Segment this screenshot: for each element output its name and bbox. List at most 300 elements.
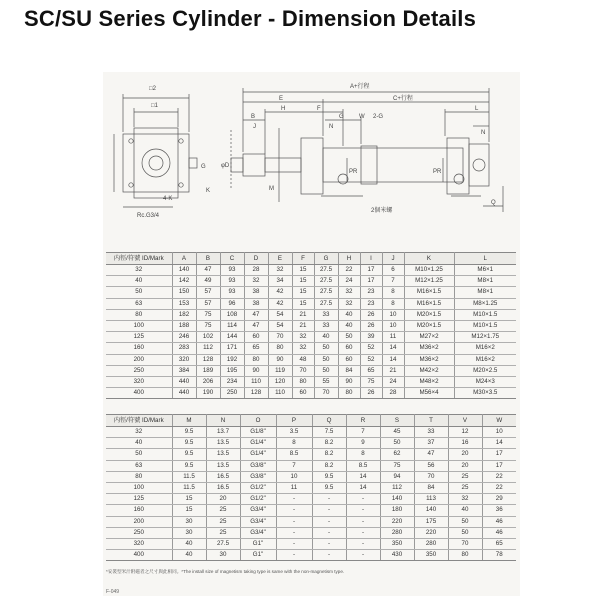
dimension-cell: M36×2 xyxy=(404,343,454,354)
dimension-cell: M20×2.5 xyxy=(454,365,516,376)
dimension-cell: M48×2 xyxy=(404,377,454,388)
dimension-cell: M30×3.5 xyxy=(454,388,516,399)
dimension-cell: - xyxy=(276,516,312,527)
column-header: V xyxy=(448,415,482,427)
table-row xyxy=(106,449,516,460)
dimension-cell: 153 xyxy=(172,298,196,309)
label-k: K xyxy=(206,188,211,194)
table-row xyxy=(106,287,516,298)
bore-size-cell: 50 xyxy=(106,287,172,298)
bore-size-cell: 100 xyxy=(106,483,172,494)
front-view-bore xyxy=(142,149,170,177)
dimension-cell: 75 xyxy=(196,309,220,320)
bore-size-cell: 400 xyxy=(106,388,172,399)
dimension-cell: - xyxy=(276,494,312,505)
front-view-bolt-hole xyxy=(129,139,133,143)
dimension-cell: 34 xyxy=(268,276,292,287)
dimension-cell: 280 xyxy=(380,527,414,538)
label-n-side: N xyxy=(481,130,486,136)
page-title: SC/SU Series Cylinder - Dimension Details xyxy=(24,6,477,31)
bore-size-cell: 40 xyxy=(106,276,172,287)
column-header: B xyxy=(196,253,220,265)
dimension-cell: 90 xyxy=(244,365,268,376)
dimension-cell: 30 xyxy=(172,516,206,527)
table-row xyxy=(106,427,516,438)
dimension-cell: M16×2 xyxy=(454,343,516,354)
label-phid: φD xyxy=(221,163,230,169)
table-row xyxy=(106,276,516,287)
table-row xyxy=(106,483,516,494)
dimension-cell: 26 xyxy=(360,321,382,332)
dimension-cell: 110 xyxy=(268,388,292,399)
dimension-cell: G3/4" xyxy=(240,516,276,527)
dimension-cell: 8 xyxy=(346,449,380,460)
table-row xyxy=(106,438,516,449)
column-header: N xyxy=(206,415,240,427)
dimension-cell: 17 xyxy=(482,460,516,471)
dimension-cell: 16.5 xyxy=(206,471,240,482)
dimension-cell: 7 xyxy=(346,427,380,438)
barrel xyxy=(323,148,463,182)
dimension-cell: 9.5 xyxy=(172,449,206,460)
dimension-cell: 15 xyxy=(292,276,314,287)
column-header: 内徑/符號 ID/Mark xyxy=(106,253,172,265)
bore-size-cell: 400 xyxy=(106,550,172,561)
dimension-cell: G1/2" xyxy=(240,494,276,505)
dimension-cell: - xyxy=(312,527,346,538)
dimension-cell: M20×1.5 xyxy=(404,309,454,320)
label-q: Q xyxy=(491,200,496,206)
dimension-cell: 8.2 xyxy=(312,460,346,471)
dimension-cell: 65 xyxy=(482,539,516,550)
label-nut: 2個米螺 xyxy=(371,208,393,214)
bore-size-cell: 80 xyxy=(106,309,172,320)
bore-size-cell: 63 xyxy=(106,298,172,309)
dimension-cell: 40 xyxy=(172,539,206,550)
dimension-cell: 182 xyxy=(172,309,196,320)
dimension-cell: 32 xyxy=(268,265,292,276)
column-header: Q xyxy=(312,415,346,427)
dimension-cell: 9 xyxy=(346,438,380,449)
dimension-cell: 47 xyxy=(244,309,268,320)
column-header: H xyxy=(338,253,360,265)
column-header: W xyxy=(482,415,516,427)
dimension-cell: 75 xyxy=(360,377,382,388)
front-view-port xyxy=(189,158,197,168)
dimension-cell: 17 xyxy=(360,265,382,276)
dimension-cell: M10×1.5 xyxy=(454,321,516,332)
page-number: F-049 xyxy=(106,589,120,595)
dimension-cell: 14 xyxy=(482,438,516,449)
dimension-cell: 93 xyxy=(220,265,244,276)
dimension-cell: 27.5 xyxy=(206,539,240,550)
dimension-cell: - xyxy=(346,550,380,561)
dimension-cell: 10 xyxy=(482,427,516,438)
dimension-cell: 14 xyxy=(346,471,380,482)
dimension-cell: 8.5 xyxy=(346,460,380,471)
table-row xyxy=(106,550,516,561)
dimension-cell: 120 xyxy=(268,377,292,388)
dimension-cell: 25 xyxy=(206,505,240,516)
label-e: E xyxy=(279,96,284,102)
dimension-cell: 40 xyxy=(448,505,482,516)
dimension-cell: 93 xyxy=(220,287,244,298)
dimension-cell: - xyxy=(312,505,346,516)
dimension-cell: - xyxy=(346,505,380,516)
dimension-cell: 14 xyxy=(346,483,380,494)
dimension-cell: 192 xyxy=(220,354,244,365)
dimension-cell: 144 xyxy=(220,332,244,343)
dimension-cell: 22 xyxy=(482,483,516,494)
dimension-table-a-l xyxy=(106,252,516,399)
piston-rod-end xyxy=(243,154,265,176)
dimension-cell: 440 xyxy=(172,388,196,399)
dimension-cell: 171 xyxy=(220,343,244,354)
bore-size-cell: 250 xyxy=(106,365,172,376)
dimension-cell: M10×1.25 xyxy=(404,265,454,276)
table-row xyxy=(106,516,516,527)
dimension-cell: - xyxy=(276,550,312,561)
dimension-cell: 32 xyxy=(292,343,314,354)
rear-clevis xyxy=(469,144,489,186)
dimension-cell: 234 xyxy=(220,377,244,388)
table-row xyxy=(106,377,516,388)
dimension-cell: 40 xyxy=(338,321,360,332)
cap-cover xyxy=(447,138,469,194)
dimension-cell: 13.5 xyxy=(206,460,240,471)
tie-rod-flange xyxy=(361,146,377,184)
dimension-cell: 65 xyxy=(244,343,268,354)
dimension-cell: M56×4 xyxy=(404,388,454,399)
dimension-cell: 15 xyxy=(292,298,314,309)
front-port xyxy=(338,174,348,184)
dimension-cell: 75 xyxy=(196,321,220,332)
dimension-cell: - xyxy=(312,550,346,561)
bore-size-cell: 320 xyxy=(106,539,172,550)
front-view-inner xyxy=(134,128,178,198)
rod-nut xyxy=(231,158,243,172)
label-g-side: G xyxy=(339,114,344,120)
dimension-cell: 52 xyxy=(360,343,382,354)
dimension-cell: 60 xyxy=(338,343,360,354)
dimension-cell: 9.5 xyxy=(172,460,206,471)
front-view-bolt-hole xyxy=(179,183,183,187)
dimension-cell: 384 xyxy=(172,365,196,376)
column-header: 内徑/符號 ID/Mark xyxy=(106,415,172,427)
dimension-cell: - xyxy=(346,516,380,527)
dimension-cell: 17 xyxy=(360,276,382,287)
dimension-cell: 39 xyxy=(360,332,382,343)
dimension-cell: M24×3 xyxy=(454,377,516,388)
dimension-cell: 150 xyxy=(172,287,196,298)
dimension-cell: - xyxy=(276,505,312,516)
dimension-cell: 24 xyxy=(338,276,360,287)
dimension-cell: 140 xyxy=(172,265,196,276)
dimension-cell: 7 xyxy=(382,276,404,287)
dimension-cell: 27.5 xyxy=(314,265,338,276)
bore-size-cell: 125 xyxy=(106,494,172,505)
dimension-cell: 8.2 xyxy=(312,438,346,449)
dimension-cell: 22 xyxy=(338,265,360,276)
column-header: O xyxy=(240,415,276,427)
dimension-cell: 45 xyxy=(380,427,414,438)
dimension-cell: 140 xyxy=(380,494,414,505)
label-g: G xyxy=(201,164,206,170)
bore-size-cell: 200 xyxy=(106,354,172,365)
table-row xyxy=(106,494,516,505)
dimension-cell: M6×1 xyxy=(454,265,516,276)
dimension-cell: 220 xyxy=(380,516,414,527)
dimension-cell: 29 xyxy=(482,494,516,505)
label-4k: 4-K xyxy=(163,196,173,202)
table-row xyxy=(106,309,516,320)
dimension-cell: 49 xyxy=(196,276,220,287)
column-header: R xyxy=(346,415,380,427)
column-header: A xyxy=(172,253,196,265)
dimension-cell: 10 xyxy=(276,471,312,482)
dimension-cell: 80 xyxy=(448,550,482,561)
dimension-cell: 33 xyxy=(314,321,338,332)
dimension-cell: 6 xyxy=(382,265,404,276)
bore-size-cell: 40 xyxy=(106,438,172,449)
dimension-cell: 47 xyxy=(244,321,268,332)
dimension-cell: 57 xyxy=(196,287,220,298)
dimension-cell: 80 xyxy=(338,388,360,399)
dimension-cell: - xyxy=(346,494,380,505)
dimension-cell: 27.5 xyxy=(314,276,338,287)
column-header: S xyxy=(380,415,414,427)
dimension-cell: - xyxy=(346,539,380,550)
dimension-cell: 12 xyxy=(448,427,482,438)
dimension-cell: 96 xyxy=(220,298,244,309)
dimension-cell: 27.5 xyxy=(314,298,338,309)
piston-rod xyxy=(265,158,301,172)
column-header: J xyxy=(382,253,404,265)
dimension-cell: 112 xyxy=(380,483,414,494)
dimension-cell: 110 xyxy=(244,377,268,388)
table-row xyxy=(106,298,516,309)
dimension-cell: 70 xyxy=(448,539,482,550)
dimension-cell: M10×1.5 xyxy=(454,309,516,320)
head-cover xyxy=(301,138,323,194)
dimension-cell: G1/8" xyxy=(240,427,276,438)
dimension-cell: 9.5 xyxy=(312,483,346,494)
dimension-cell: 46 xyxy=(482,516,516,527)
dimension-cell: 26 xyxy=(360,309,382,320)
dimension-cell: G3/4" xyxy=(240,527,276,538)
dimension-cell: 350 xyxy=(414,550,448,561)
label-w: W xyxy=(359,114,365,120)
dimension-cell: 188 xyxy=(172,321,196,332)
dimension-cell: 52 xyxy=(360,354,382,365)
dimension-cell: G3/4" xyxy=(240,505,276,516)
dimension-cell: 14 xyxy=(382,354,404,365)
label-n: N xyxy=(329,124,334,130)
dimension-cell: 42 xyxy=(268,298,292,309)
front-view-rod xyxy=(149,156,163,170)
bore-size-cell: 250 xyxy=(106,527,172,538)
dimension-cell: 8.2 xyxy=(312,449,346,460)
table-row xyxy=(106,365,516,376)
dimension-cell: 15 xyxy=(292,287,314,298)
label-c-stroke: C+行程 xyxy=(393,96,413,102)
dimension-cell: 25 xyxy=(448,471,482,482)
dimension-cell: 112 xyxy=(196,343,220,354)
dimension-cell: 62 xyxy=(380,449,414,460)
dimension-cell: 206 xyxy=(196,377,220,388)
dimension-cell: 32 xyxy=(448,494,482,505)
label-f: F xyxy=(317,106,321,112)
front-view-bolt-hole xyxy=(179,139,183,143)
table-row xyxy=(106,321,516,332)
dimension-cell: M12×1.25 xyxy=(404,276,454,287)
bore-size-cell: 63 xyxy=(106,460,172,471)
dimension-cell: M27×2 xyxy=(404,332,454,343)
dimension-cell: M16×1.5 xyxy=(404,298,454,309)
dimension-cell: 20 xyxy=(448,449,482,460)
dimension-cell: 320 xyxy=(172,354,196,365)
dimension-cell: 128 xyxy=(196,354,220,365)
dimension-cell: 30 xyxy=(206,550,240,561)
dimension-cell: 78 xyxy=(482,550,516,561)
dimension-cell: 15 xyxy=(292,265,314,276)
column-header: G xyxy=(314,253,338,265)
dimension-cell: 16.5 xyxy=(206,483,240,494)
dimension-cell: 70 xyxy=(414,471,448,482)
label-a-stroke: A+行程 xyxy=(350,84,370,90)
dimension-cell: 80 xyxy=(292,377,314,388)
column-header: K xyxy=(404,253,454,265)
table-row xyxy=(106,332,516,343)
bore-size-cell: 125 xyxy=(106,332,172,343)
dimension-cell: 11 xyxy=(382,332,404,343)
clevis-pin xyxy=(473,159,485,171)
dimension-cell: 9.5 xyxy=(312,471,346,482)
table-row xyxy=(106,388,516,399)
dimension-cell: 13.7 xyxy=(206,427,240,438)
dimension-cell: 80 xyxy=(244,354,268,365)
dimension-cell: 13.5 xyxy=(206,438,240,449)
dimension-cell: G1" xyxy=(240,550,276,561)
dimension-cell: G1/4" xyxy=(240,438,276,449)
dimension-cell: 80 xyxy=(268,343,292,354)
dimension-cell: 189 xyxy=(196,365,220,376)
dimension-cell: 57 xyxy=(196,298,220,309)
dimension-cell: 21 xyxy=(292,321,314,332)
dimension-cell: 33 xyxy=(314,309,338,320)
dimension-cell: 60 xyxy=(244,332,268,343)
dimension-cell: 283 xyxy=(172,343,196,354)
dimension-cell: 11.5 xyxy=(172,471,206,482)
dimension-cell: 48 xyxy=(292,354,314,365)
dimension-cell: 7.5 xyxy=(312,427,346,438)
dimension-cell: 32 xyxy=(338,287,360,298)
bore-size-cell: 200 xyxy=(106,516,172,527)
dimension-cell: 50 xyxy=(380,438,414,449)
dimension-cell: 175 xyxy=(414,516,448,527)
dimension-cell: M36×2 xyxy=(404,354,454,365)
dimension-cell: 440 xyxy=(172,377,196,388)
table-row xyxy=(106,460,516,471)
dimension-cell: M8×1 xyxy=(454,287,516,298)
dimension-cell: 280 xyxy=(414,539,448,550)
dimension-cell: 11.5 xyxy=(172,483,206,494)
dimension-cell: 14 xyxy=(382,343,404,354)
dimension-cell: 26 xyxy=(360,388,382,399)
dimension-cell: 24 xyxy=(382,377,404,388)
dimension-cell: 54 xyxy=(268,321,292,332)
dimension-cell: 38 xyxy=(244,287,268,298)
dimension-cell: 50 xyxy=(448,516,482,527)
dimension-cell: 10 xyxy=(382,321,404,332)
dimension-cell: 8 xyxy=(276,438,312,449)
dimension-cell: M8×1.25 xyxy=(454,298,516,309)
cylinder-dimension-drawing xyxy=(103,72,520,227)
dimension-cell: 54 xyxy=(268,309,292,320)
column-header: P xyxy=(276,415,312,427)
dimension-cell: 8.5 xyxy=(276,449,312,460)
dimension-cell: 60 xyxy=(338,354,360,365)
dimension-cell: 32 xyxy=(292,332,314,343)
dimension-cell: 33 xyxy=(414,427,448,438)
dimension-cell: 38 xyxy=(244,298,268,309)
dimension-cell: - xyxy=(276,539,312,550)
dimension-cell: 70 xyxy=(292,365,314,376)
dimension-cell: 84 xyxy=(414,483,448,494)
dimension-cell: 140 xyxy=(414,505,448,516)
dimension-cell: 190 xyxy=(196,388,220,399)
dimension-cell: - xyxy=(312,539,346,550)
dimension-cell: G1/2" xyxy=(240,483,276,494)
table-row xyxy=(106,354,516,365)
dimension-cell: M16×2 xyxy=(454,354,516,365)
front-view-bolt-hole xyxy=(129,183,133,187)
column-header: T xyxy=(414,415,448,427)
column-header: M xyxy=(172,415,206,427)
dimension-cell: 70 xyxy=(268,332,292,343)
dimension-cell: 430 xyxy=(380,550,414,561)
column-header: D xyxy=(244,253,268,265)
label-h: H xyxy=(281,106,286,112)
dimension-cell: M12×1.75 xyxy=(454,332,516,343)
bore-size-cell: 32 xyxy=(106,427,172,438)
label-l: L xyxy=(475,106,479,112)
label-pr-front: PR xyxy=(349,169,358,175)
dimension-cell: 25 xyxy=(206,527,240,538)
dimension-cell: 23 xyxy=(360,298,382,309)
dimension-cell: 3.5 xyxy=(276,427,312,438)
label-2-port: 2-G xyxy=(373,114,384,120)
bore-size-cell: 80 xyxy=(106,471,172,482)
dimension-cell: 25 xyxy=(448,483,482,494)
dimension-cell: 56 xyxy=(414,460,448,471)
dimension-cell: 50 xyxy=(338,332,360,343)
dimension-cell: 23 xyxy=(360,287,382,298)
dimension-cell: 246 xyxy=(172,332,196,343)
dimension-cell: 28 xyxy=(382,388,404,399)
dimension-cell: G1" xyxy=(240,539,276,550)
dimension-cell: 40 xyxy=(314,332,338,343)
dimension-cell: 220 xyxy=(414,527,448,538)
table-row xyxy=(106,505,516,516)
dimension-cell: 90 xyxy=(338,377,360,388)
dimension-cell: - xyxy=(276,527,312,538)
dimension-cell: 30 xyxy=(172,527,206,538)
dimension-cell: - xyxy=(312,516,346,527)
dimension-cell: G3/8" xyxy=(240,471,276,482)
dimension-cell: 22 xyxy=(482,471,516,482)
dimension-cell: G3/8" xyxy=(240,460,276,471)
